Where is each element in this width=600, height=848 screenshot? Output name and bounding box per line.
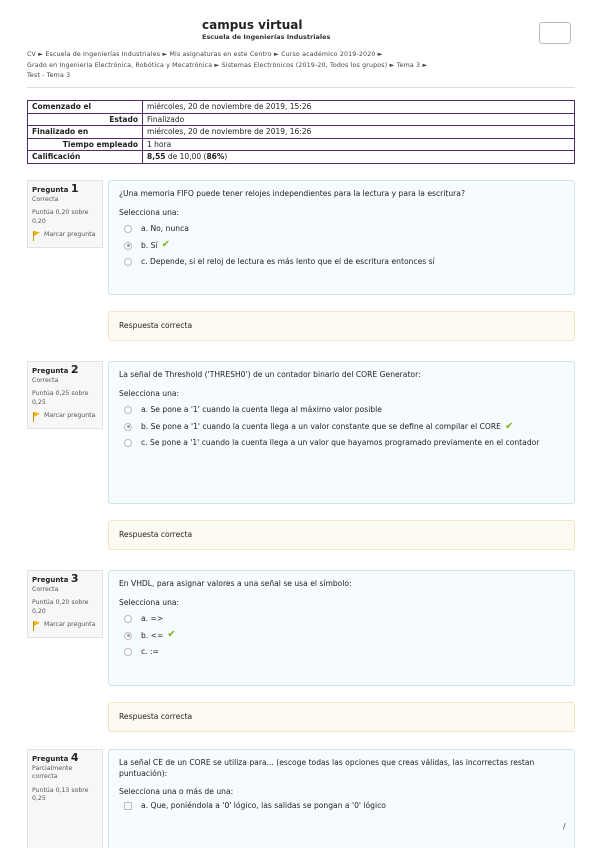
question-text: La señal CE de un CORE se utiliza para... (escoge todas las opciones que creas válidas, las incorrectas restan puntuación):: [119, 758, 535, 778]
answer-label: a. Se pone a '1' cuando la cuenta llega al máximo valor posible: [141, 405, 382, 414]
question-info: [27, 570, 103, 638]
user-menu-box[interactable]: [539, 22, 571, 44]
answer-option[interactable]: [119, 422, 564, 433]
radio-button-checked[interactable]: [124, 242, 132, 250]
breadcrumb-item[interactable]: Mis asignaturas en este Centro: [169, 51, 272, 58]
question-grade: Puntúa 0,13 sobre 0,25: [32, 786, 89, 802]
breadcrumb-item[interactable]: Grado en Ingeniería Electrónica, Robótica y Mecatrónica: [27, 61, 213, 69]
answer-option[interactable]: [119, 438, 564, 449]
answer-label: b. Se pone a '1' cuando la cuenta llega a un valor constante que se define al compilar el CORE: [141, 421, 501, 431]
radio-button[interactable]: [124, 406, 132, 414]
question-info: [27, 361, 103, 429]
question-content: [108, 570, 575, 686]
breadcrumb-item[interactable]: Escuela de Ingenierías Industriales: [45, 51, 161, 58]
question-info: [27, 749, 103, 848]
radio-button-checked[interactable]: [124, 632, 132, 640]
time-label: Tiempo empleado: [28, 138, 143, 151]
question-number: Pregunta 2: [32, 363, 79, 376]
grade-label: Calificación: [28, 151, 143, 164]
grade-score: 8,55: [147, 152, 166, 162]
site-subtitle: Escuela de Ingenierías Industriales: [202, 33, 331, 41]
question-content: [108, 180, 575, 295]
breadcrumb-item[interactable]: Sistemas Electrónicos (2019-20, Todos los grupos): [221, 61, 388, 69]
question-text: ¿Una memoria FIFO puede tener relojes independientes para la lectura y para la escritura?: [119, 189, 465, 198]
breadcrumb-item[interactable]: Curso académico 2019-2020: [281, 51, 376, 58]
question-grade: Puntúa 0,20 sobre 0,20: [32, 599, 89, 615]
answer-prompt: Selecciona una:: [119, 207, 180, 217]
answer-label: c. Se pone a '1' cuando la cuenta llega a un valor que hayamos programado previamente en el contador: [141, 438, 540, 447]
question-number: Pregunta 3: [32, 572, 79, 585]
state-label: Estado: [28, 113, 143, 126]
breadcrumb: [27, 50, 577, 82]
breadcrumb-item[interactable]: Tema 3: [396, 61, 421, 69]
radio-button[interactable]: [124, 439, 132, 447]
answer-prompt: Selecciona una:: [119, 388, 180, 398]
question-content: [108, 749, 575, 848]
grade-percent: 86%: [206, 152, 225, 162]
breadcrumb-separator-icon: ►: [422, 61, 428, 69]
question-state: Correcta: [32, 376, 59, 384]
correct-check-icon: ✔: [167, 628, 176, 640]
answer-label: a. =>: [141, 614, 164, 623]
question-state: Correcta: [32, 195, 59, 203]
site-header: [0, 0, 600, 48]
feedback-box: Respuesta correcta: [108, 520, 575, 550]
flag-icon: [32, 412, 41, 422]
breadcrumb-separator-icon: ►: [273, 51, 279, 58]
answer-label: a. Que, poniéndola a '0' lógico, las salidas se pongan a '0' lógico: [141, 800, 386, 810]
flag-question-button[interactable]: [32, 231, 98, 241]
question-text: En VHDL, para asignar valores a una señal se usa el símbolo:: [119, 579, 352, 588]
grade-value: [143, 151, 575, 164]
answer-text-wrap: [141, 422, 513, 433]
answer-option[interactable]: [119, 257, 564, 268]
radio-button-checked[interactable]: [124, 423, 132, 431]
question-number: Pregunta 4: [32, 751, 79, 764]
radio-button[interactable]: [124, 615, 132, 623]
feedback-box: Respuesta correcta: [108, 702, 575, 732]
question-number: Pregunta 1: [32, 182, 79, 195]
summary-row-state: [28, 113, 575, 126]
correct-check-icon: ✔: [504, 420, 514, 432]
question-content: [108, 361, 575, 504]
feedback-box: Respuesta correcta: [108, 311, 575, 341]
answer-prompt: Selecciona una:: [119, 597, 180, 607]
answer-option[interactable]: [119, 628, 564, 642]
answer-option[interactable]: [119, 238, 564, 252]
breadcrumb-separator-icon: ►: [38, 51, 44, 58]
page-mark: /: [563, 822, 566, 831]
summary-row-time: [28, 138, 575, 151]
breadcrumb-separator-icon: ►: [389, 61, 395, 69]
flag-question-button[interactable]: [32, 621, 98, 631]
summary-row-finished: [28, 126, 575, 139]
flag-question-label: Marcar pregunta: [44, 231, 96, 238]
answer-label: c. :=: [141, 647, 159, 656]
breadcrumb-separator-icon: ►: [214, 61, 220, 69]
finished-value: miércoles, 20 de noviembre de 2019, 16:26: [143, 126, 575, 139]
state-value: Finalizado: [143, 113, 575, 126]
breadcrumb-divider: [27, 87, 575, 88]
started-value: miércoles, 20 de noviembre de 2019, 15:26: [143, 101, 575, 114]
answer-label: a. No, nunca: [141, 224, 189, 233]
site-title[interactable]: campus virtual: [202, 18, 303, 32]
question-grade: Puntúa 0,20 sobre 0,20: [32, 209, 89, 225]
flag-icon: [32, 231, 41, 241]
radio-button[interactable]: [124, 258, 132, 266]
started-label: Comenzado el: [28, 101, 143, 114]
grade-rest: de 10,00 (: [167, 152, 207, 162]
checkbox[interactable]: [124, 802, 132, 810]
summary-row-started: [28, 101, 575, 114]
answer-option[interactable]: [119, 224, 564, 235]
question-state: Correcta: [32, 585, 59, 593]
flag-icon: [32, 621, 41, 631]
question-info: [27, 180, 103, 248]
radio-button[interactable]: [124, 648, 132, 656]
flag-question-button[interactable]: [32, 412, 98, 422]
finished-label: Finalizado en: [28, 126, 143, 139]
answer-label: b. Sí: [141, 240, 158, 250]
question-grade: Puntúa 0,25 sobre 0,25: [32, 390, 89, 406]
attempt-summary-table: [27, 100, 575, 164]
grade-close: ): [224, 152, 228, 162]
answer-prompt: Selecciona una o más de una:: [119, 787, 234, 796]
breadcrumb-item[interactable]: CV: [27, 51, 37, 58]
answer-option[interactable]: [119, 647, 564, 658]
flag-question-label: Marcar pregunta: [44, 412, 96, 419]
summary-row-grade: [28, 151, 575, 164]
time-value: 1 hora: [143, 138, 575, 151]
answer-option[interactable]: [119, 614, 564, 625]
flag-question-label: Marcar pregunta: [44, 621, 96, 628]
answer-option[interactable]: [119, 801, 564, 812]
question-text: La señal de Threshold ('THRESH0') de un contador binario del CORE Generator:: [119, 370, 421, 379]
answer-option[interactable]: [119, 405, 564, 416]
breadcrumb-separator-icon: ►: [377, 51, 383, 58]
radio-button[interactable]: [124, 225, 132, 233]
answer-label: c. Depende, si el reloj de lectura es más lento que el de escritura entonces sí: [141, 257, 435, 266]
answer-label: b. <=: [141, 630, 164, 640]
breadcrumb-item: Test - Tema 3: [27, 72, 71, 79]
correct-check-icon: ✔: [161, 238, 170, 250]
question-state: Parcialmente correcta: [32, 764, 73, 780]
breadcrumb-separator-icon: ►: [162, 51, 168, 58]
